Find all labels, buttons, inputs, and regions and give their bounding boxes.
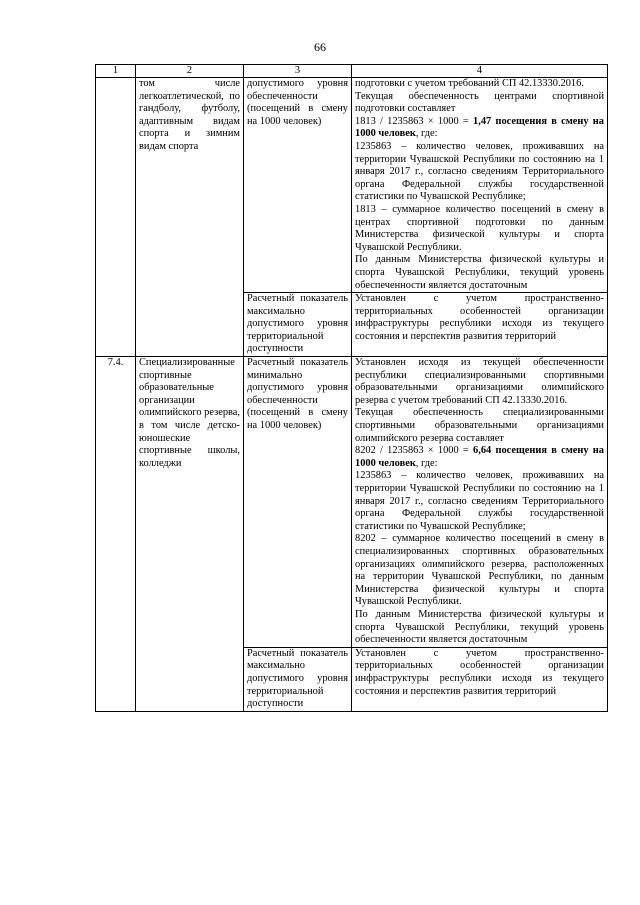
rationale-paragraph: Текущая обеспеченность центрами спортивной подготовки составляет	[355, 90, 604, 115]
object-type-cell: Специализированные спортивные образовательные организации олимпийского резерва, в том числе детско-юношеские спортивные школы, колледжи	[136, 357, 244, 712]
row-number-cell: 7.4.	[96, 357, 136, 712]
page-number: 66	[314, 40, 326, 54]
formula-tail: , где:	[415, 457, 438, 469]
formula-result: 1,47 посещения в смену на 1000 человек	[355, 115, 604, 140]
rationale-paragraph: 1235863 – количество человек, проживавших на территории Чувашской Республики по состоянию на 1 января 2017 г., согласно сведениям Территориального органа Федеральной службы государственной статистики по Чувашской Республике;	[355, 470, 604, 532]
rationale-paragraph: По данным Министерства физической культуры и спорта Чувашской Республики, текущий уровень обеспеченности является достаточным	[355, 254, 604, 291]
formula-tail: , где:	[415, 128, 438, 140]
indicator-cell: Расчетный показатель минимально допустимого уровня обеспеченности (посещений в смену на 1000 человек)	[244, 357, 352, 648]
object-type-cell: том числе легкоатлетической, по гандболу, футболу, адаптивным видам спорта и зимним видам спорта	[136, 78, 244, 357]
table-row	[96, 357, 608, 648]
rationale-cell	[352, 357, 608, 648]
formula-line	[355, 116, 604, 141]
row-number-cell	[96, 78, 136, 357]
rationale-paragraph: подготовки с учетом требований СП 42.13330.2016.	[355, 78, 584, 89]
formula-text: 1813 / 1235863 × 1000 =	[355, 115, 474, 127]
rationale-paragraph: По данным Министерства физической культуры и спорта Чувашской Республики, текущий уровень обеспеченности является достаточным	[355, 608, 604, 646]
header-col-3: 3	[244, 65, 352, 78]
formula-result: 6,64 посещения в смену на 1000 человек	[355, 445, 604, 469]
rationale-cell	[352, 78, 608, 293]
rationale-paragraph: 1235863 – количество человек, проживавших на территории Чувашской Республики по состоянию на 1 января 2017 г., согласно сведениям Территориального органа Федеральной службы государственной статистики по Чувашской Республике;	[355, 140, 604, 203]
rationale-paragraph: Установлен исходя из текущей обеспеченности республики специализированными спортивными образовательными организациями олимпийского резерва с учетом требований СП 42.13330.2016.	[355, 357, 604, 406]
table-header-row	[96, 65, 608, 78]
rationale-paragraph: 8202 – суммарное количество посещений в смену в специализированных спортивных образовательных организациях олимпийского резерва, расположенных на территории Чувашской Республики, по данным Министерства физической культуры и спорта Чувашской Республики.	[355, 533, 604, 608]
header-col-1: 1	[96, 65, 136, 78]
header-col-2: 2	[136, 65, 244, 78]
rationale-cell: Установлен с учетом пространственно-территориальных особенностей организации инфраструктуры республики исходя из текущего состояния и перспектив развития территорий	[352, 647, 608, 711]
indicator-cell: допустимого уровня обеспеченности (посещений в смену на 1000 человек)	[244, 78, 352, 293]
indicator-cell: Расчетный показатель максимально допустимого уровня территориальной доступности	[244, 647, 352, 711]
norms-table	[95, 64, 608, 712]
formula-line	[355, 445, 604, 470]
indicator-cell: Расчетный показатель максимально допустимого уровня территориальной доступности	[244, 293, 352, 357]
rationale-cell: Установлен с учетом пространственно-территориальных особенностей организации инфраструктуры республики исходя из текущего состояния и перспектив развития территорий	[352, 293, 608, 357]
header-col-4: 4	[352, 65, 608, 78]
table-row	[96, 78, 608, 293]
formula-text: 8202 / 1235863 × 1000 =	[355, 445, 474, 457]
rationale-paragraph: 1813 – суммарное количество посещений в смену в центрах спортивной подготовки по данным Министерства физической культуры и спорта Чувашской Республики.	[355, 203, 604, 253]
rationale-paragraph: Текущая обеспеченность специализированными спортивными образовательными организациями олимпийского резерва составляет	[355, 407, 604, 444]
